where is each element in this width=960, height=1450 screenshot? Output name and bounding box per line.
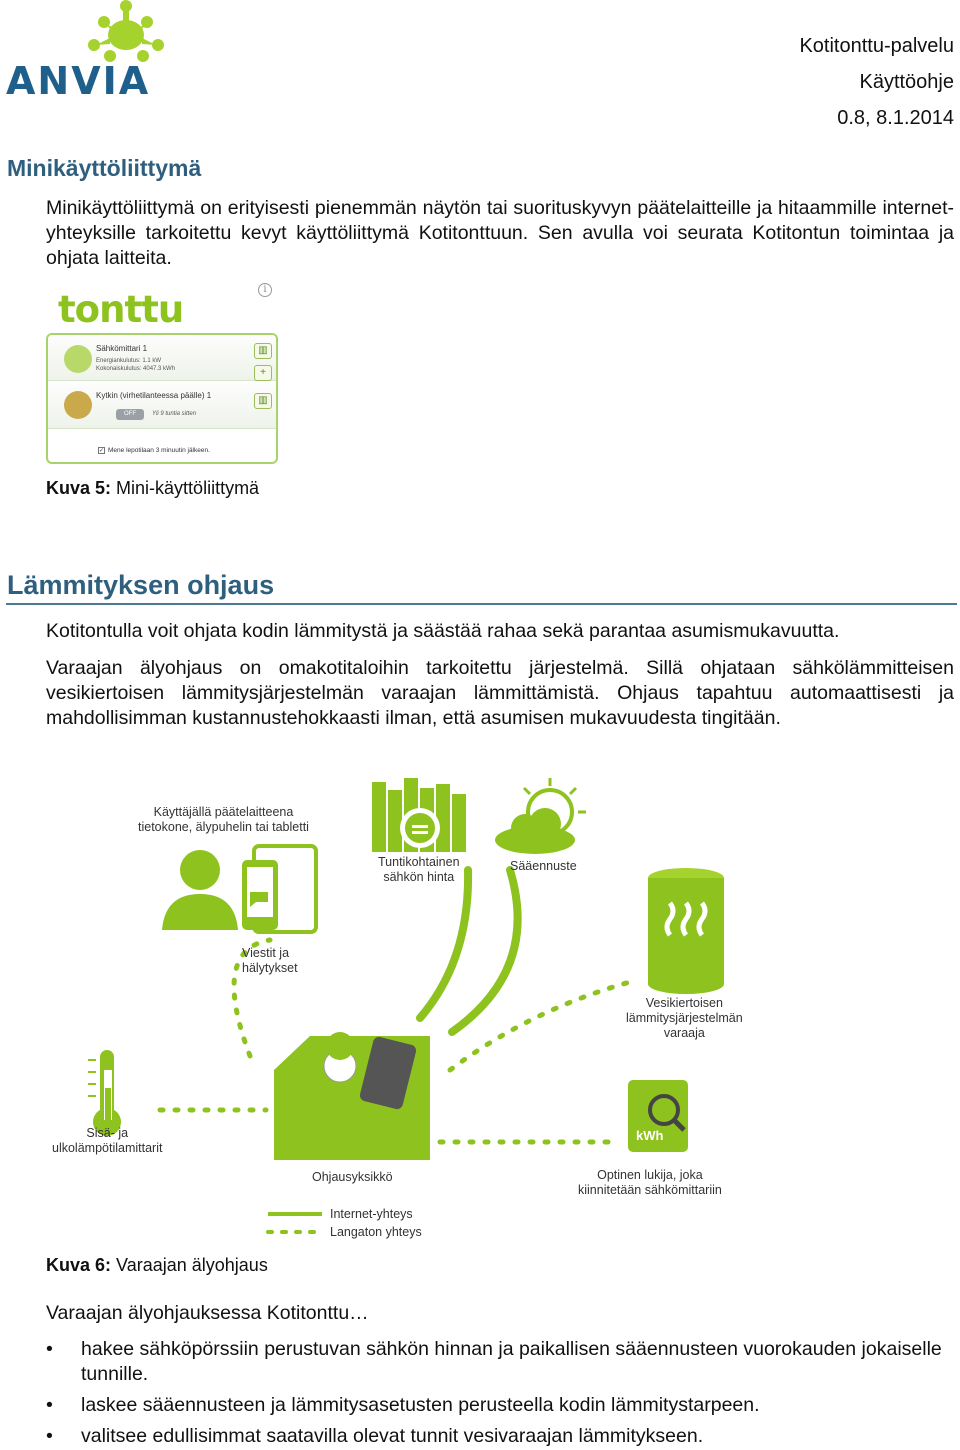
thermometer-icon xyxy=(88,1050,121,1136)
meter-row xyxy=(48,335,276,381)
section-divider xyxy=(6,603,957,605)
label-thermometers: Sisä- ja ulkolämpötilamittarit xyxy=(52,1126,163,1155)
heating-description: Varaajan älyohjaus on omakotitaloihin tarkoitettu järjestelmä. Sillä ohjataan sähkölämmitteisen vesikiertoisen lämmitysjärjestelmän varaajan lämmittämistä. Ohjaus tapahtuu automaattisesti ja mahdollisimman kustannustehokkaasti ilman, että asumisen mukavuudesta tingitään. xyxy=(46,657,954,729)
label-electricity-price: Tuntikohtainen sähkön hinta xyxy=(378,855,460,884)
meter-consumption: Energiankulutus: 1.1 kW xyxy=(96,358,162,364)
document-header-info xyxy=(799,28,954,136)
list-item: • laskee sääennusteen ja lämmitysasetusten perusteella kodin lämmitystarpeen. xyxy=(46,1394,760,1416)
list-item: • hakee sähköpörssiin perustuvan sähkön hinnan ja paikallisen sääennusteen vuorokauden jokaiselle tunnille. xyxy=(46,1338,942,1385)
weather-icon xyxy=(495,778,586,854)
caption-label: Kuva 6: xyxy=(46,1255,112,1275)
weather-arrow xyxy=(452,870,518,1032)
link-boiler xyxy=(450,982,630,1070)
meter-chart-button[interactable]: ▥ xyxy=(254,343,272,359)
meter-title: Sähkömittari 1 xyxy=(96,344,148,353)
smart-boiler-diagram xyxy=(40,770,760,1250)
sleep-label: Mene lepotilaan 3 minuutin jälkeen. xyxy=(108,447,210,454)
meter-total: Kokonaiskulutus: 4047.3 kWh xyxy=(96,366,176,372)
switch-note: Yli 9 tuntia sitten xyxy=(152,411,197,417)
caption-text: Varaajan älyohjaus xyxy=(116,1255,268,1275)
meter-add-button[interactable]: + xyxy=(254,365,272,381)
switch-row xyxy=(48,383,276,429)
list-item: • valitsee edullisimmat saatavilla olevat tunnit vesivaraajan lämmitykseen. xyxy=(46,1425,704,1447)
caption-label: Kuva 5: xyxy=(46,478,112,498)
label-boiler: Vesikiertoisen lämmitysjärjestelmän varaaja xyxy=(626,996,743,1040)
sleep-checkbox[interactable]: ✓ xyxy=(99,447,105,454)
document-version: 0.8, 8.1.2014 xyxy=(837,107,954,129)
logo-wordmark: ANVIA xyxy=(6,59,151,100)
label-messages: Viestit ja hälytykset xyxy=(242,946,298,975)
label-weather: Sääennuste xyxy=(510,859,577,873)
switch-icon xyxy=(64,391,92,419)
section-title-heating: Lämmityksen ohjaus xyxy=(7,570,275,600)
user-icon xyxy=(162,850,238,930)
label-devices: Käyttäjällä päätelaitteena tietokone, älypuhelin tai tabletti xyxy=(138,805,309,834)
document-type: Käyttöohje xyxy=(859,71,954,93)
control-unit-icon xyxy=(274,1032,430,1160)
switch-chart-button[interactable]: ▥ xyxy=(254,393,272,409)
caption-text: Mini-käyttöliittymä xyxy=(116,478,260,498)
bullet-icon: • xyxy=(46,1425,53,1447)
smart-control-intro: Varaajan älyohjauksessa Kotitonttu… xyxy=(46,1302,369,1324)
sleep-setting[interactable] xyxy=(98,447,210,454)
smart-control-list xyxy=(46,1337,954,1450)
tonttu-logo: tonttu xyxy=(58,288,184,331)
meter-icon xyxy=(64,345,92,373)
legend-internet: Internet-yhteys xyxy=(330,1207,413,1221)
anvia-logo xyxy=(6,0,168,100)
price-arrow xyxy=(420,870,468,1018)
switch-off-button[interactable]: OFF xyxy=(116,409,144,420)
label-meter-reader: Optinen lukija, joka kiinnitetään sähkömittariin xyxy=(578,1168,722,1197)
section-title-mini-ui: Minikäyttöliittymä xyxy=(7,155,202,181)
heating-intro: Kotitontulla voit ohjata kodin lämmitystä ja säästää rahaa sekä parantaa asumismukavuutta. xyxy=(46,620,840,642)
kwh-label: kWh xyxy=(636,1128,664,1143)
legend xyxy=(268,1214,322,1232)
figure-5-caption xyxy=(46,478,259,499)
devices-icon xyxy=(242,846,316,932)
service-name: Kotitonttu-palvelu xyxy=(799,35,954,57)
mini-ui-screenshot xyxy=(46,333,278,464)
price-chart-icon xyxy=(372,778,466,852)
info-icon[interactable]: i xyxy=(258,283,272,297)
label-control-unit: Ohjausyksikkö xyxy=(312,1170,393,1184)
mini-ui-paragraph: Minikäyttöliittymä on erityisesti pienemmän näytön tai suorituskyvyn päätelaitteille ja hitaammille internet-yhteyksille tarkoitettu kevyt käyttöliittymä Kotitonttuun. Sen avulla voi seurata Kotitontun toimintaa ja ohjata laitteita. xyxy=(46,197,954,269)
switch-title: Kytkin (virhetilanteessa päälle) 1 xyxy=(96,391,212,400)
boiler-icon xyxy=(648,868,724,994)
legend-wireless: Langaton yhteys xyxy=(330,1225,422,1239)
bullet-icon: • xyxy=(46,1338,53,1360)
bullet-icon: • xyxy=(46,1394,53,1416)
figure-6-caption xyxy=(46,1255,268,1276)
